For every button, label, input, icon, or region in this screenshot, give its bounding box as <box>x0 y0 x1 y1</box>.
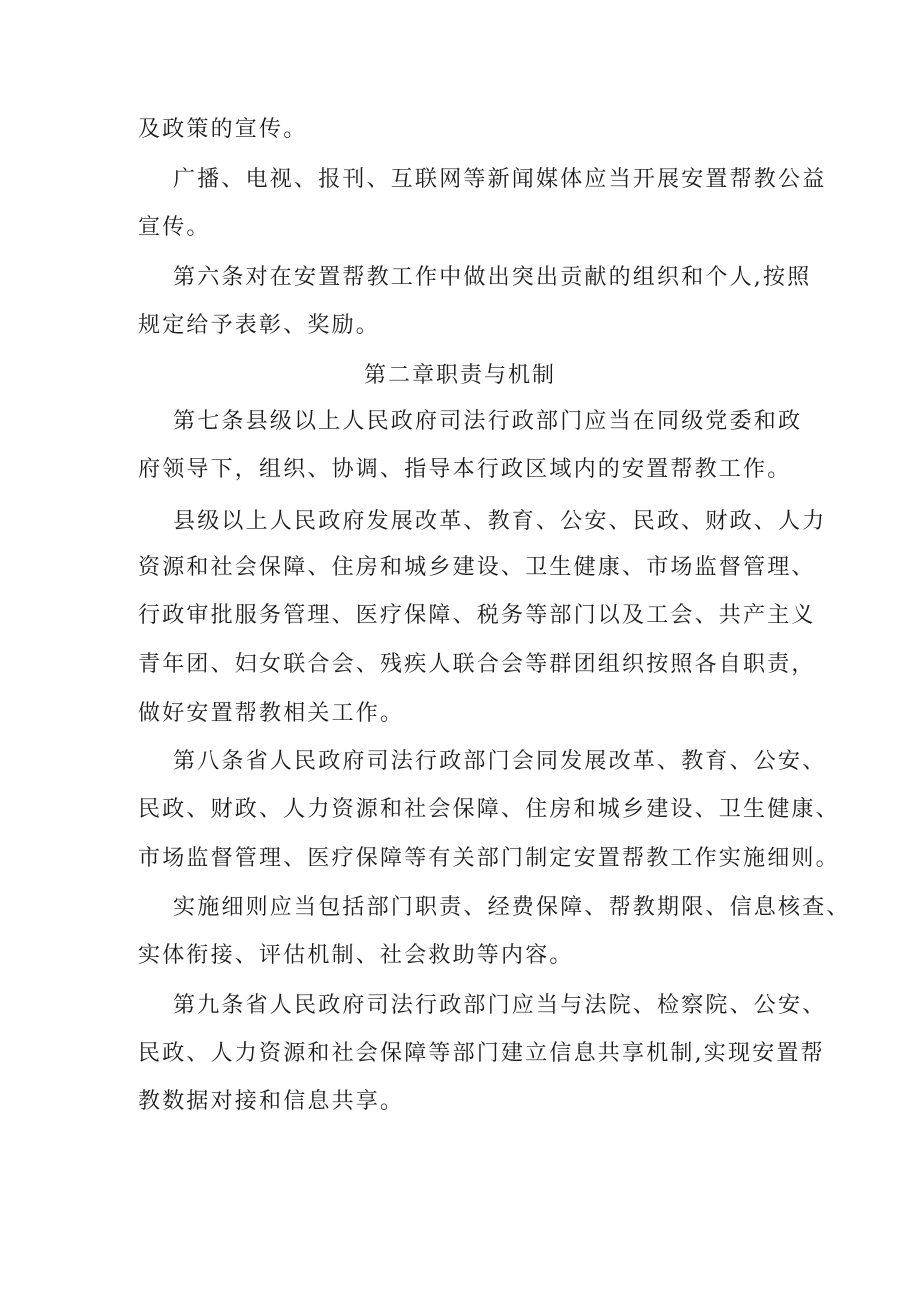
paragraph-line: 第九条省人民政府司法行政部门应当与法院、检察院、公安、 <box>173 993 827 1018</box>
paragraph-line: 民政、财政、人力资源和社会保障、住房和城乡建设、卫生健康、 <box>138 797 840 822</box>
paragraph-line: 广播、电视、报刊、互联网等新闻媒体应当开展安置帮教公益 <box>173 167 827 192</box>
paragraph-line: 及政策的宣传。 <box>138 117 308 142</box>
paragraph-line: 实施细则应当包括部门职责、经费保障、帮教期限、信息核查、 <box>173 895 851 920</box>
paragraph-line: 青年团、妇女联合会、残疾人联合会等群团组织按照各自职责， <box>138 652 816 677</box>
paragraph-line: 资源和社会保障、住房和城乡建设、卫生健康、市场监督管理、 <box>138 555 816 580</box>
paragraph-line: 府领导下，组织、协调、指导本行政区域内的安置帮教工作。 <box>138 457 792 482</box>
paragraph-line: 第六条对在安置帮教工作中做出突出贡献的组织和个人,按照 <box>173 265 812 290</box>
paragraph-line: 县级以上人民政府发展改革、教育、公安、民政、财政、人力 <box>173 509 827 534</box>
paragraph-line: 第八条省人民政府司法行政部门会同发展改革、教育、公安、 <box>173 749 827 774</box>
chapter-heading: 第二章职责与机制 <box>363 363 556 388</box>
paragraph-line: 民政、人力资源和社会保障等部门建立信息共享机制,实现安置帮 <box>138 1041 825 1066</box>
paragraph-line: 第七条县级以上人民政府司法行政部门应当在同级党委和政 <box>173 409 803 434</box>
paragraph-line: 实体衔接、评估机制、社会救助等内容。 <box>138 943 574 968</box>
paragraph-line: 做好安置帮教相关工作。 <box>138 701 405 726</box>
paragraph-line: 市场监督管理、医疗保障等有关部门制定安置帮教工作实施细则。 <box>138 846 840 871</box>
paragraph-line: 宣传。 <box>138 215 211 240</box>
paragraph-line: 规定给予表彰、奖励。 <box>138 313 381 338</box>
paragraph-line: 教数据对接和信息共享。 <box>138 1089 405 1114</box>
paragraph-line: 行政审批服务管理、医疗保障、税务等部门以及工会、共产主义 <box>138 603 816 628</box>
